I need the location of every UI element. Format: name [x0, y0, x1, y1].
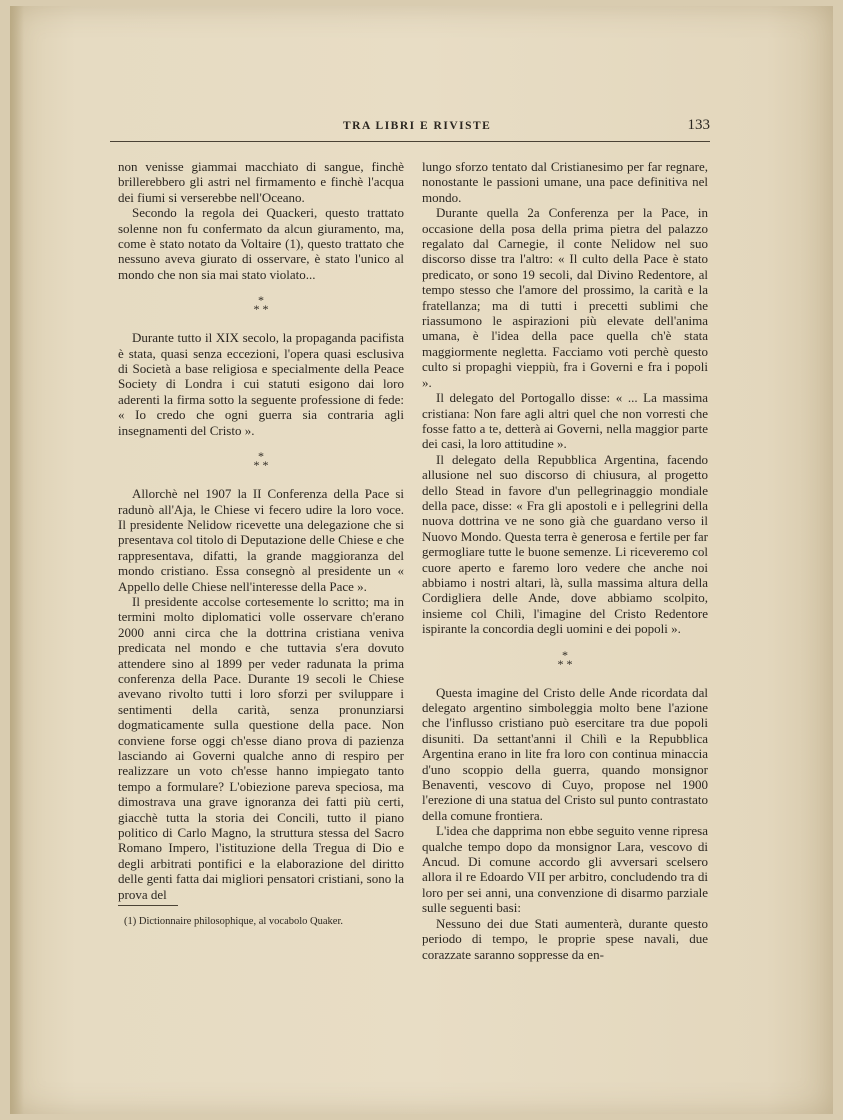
page-spine-shadow — [10, 6, 24, 1114]
paragraph: L'idea che dapprima non ebbe seguito venne ripresa qualche tempo dopo da monsignor Lara, vescovo di Ancud. Di comune accordo gli avversari scelsero allora il re Edoardo VII per arbitro, concludendo tra di loro per sei anni, una convenzione di disarmo parziale sulle seguenti basi: — [422, 823, 708, 916]
footnote-rule — [118, 905, 178, 906]
paragraph: lungo sforzo tentato dal Cristianesimo per far regnare, nonostante le passioni umane, una pace definitiva nel mondo. — [422, 159, 708, 205]
running-title: TRA LIBRI E RIVISTE — [343, 120, 492, 132]
paragraph: Il delegato del Portogallo disse: « ... La massima cristiana: Non fare agli altri quel che non vorresti che fosse fatto a te, detterà ai Governi, nella maggior parte dei casi, la loro attitudine ». — [422, 390, 708, 452]
footnote: (1) Dictionnaire philosophique, al vocabolo Quaker. — [124, 916, 343, 927]
section-divider-stars: * * * — [253, 449, 269, 473]
paragraph: Questa imagine del Cristo delle Ande ricordata dal delegato argentino simboleggia molto bene l'azione che l'influsso cristiano può esercitare tra due popoli disuniti. Da settant'anni il Chilì e la Repubblica Argentina erano in lite fra loro con continua minaccia d'uno scoppio della guerra, quando monsignor Benaventi, vescovo di Cuyo, propose nel 1900 l'erezione di una statua del Cristo sul punto contrastato della comune frontiera. — [422, 684, 708, 823]
page-header — [110, 118, 710, 138]
page-number: 133 — [687, 117, 710, 133]
paragraph: Durante quella 2a Conferenza per la Pace, in occasione della posa della prima pietra del palazzo regalato dal Carnegie, il conte Nelidow nel suo discorso disse tra l'altro: « Il culto della Pace è stato predicato, or sono 19 secoli, dal Divino Redentore, al tempo stesso che l'amore del prossimo, la carità e la fratellanza; ma di tutti i precetti sublimi che riassumono le aspirazioni più elevate dell'anima umana, è l'idea della pace quella ch'è stata maggiormente negletta. Facciamo voti perchè questo culto si propaghi vieppiù, fra i Governi e fra i popoli ». — [422, 205, 708, 390]
paragraph: Durante tutto il XIX secolo, la propaganda pacifista è stata, quasi senza eccezioni, l'opera quasi esclusiva di Società a base religiosa e specialmente della Peace Society di Londra i cui statuti esigono dai loro aderenti la firma sotto la seguente professione di fede: « Io credo che ogni guerra sia contraria agli insegnamenti del Cristo ». — [118, 330, 404, 438]
paragraph: Il presidente accolse cortesemente lo scritto; ma in termini molto diplomatici volle osservare ch'erano 2000 anni circa che la dottrina cristiana veniva predicata nel mondo e che tuttavia s'era dovuto attendere sino al 1899 per veder radunata la prima conferenza della Pace. Durante 19 secoli le Chiese avevano rivolto tutti i loro sforzi per sviluppare i sentimenti della carità, senza pronunziarsi dogmaticamente sulla questione della pace. Non conviene forse oggi ch'esse diano prova di pazienza lasciando ai Governi qualche anno di respiro per realizzare un voto ch'esse hanno impiegato tanto tempo a formulare? L'obiezione pareva speciosa, ma dimostrava una grave ignoranza dei fatti più certi, giacchè tutta la storia dei Concili, tutto il piano politico di Carlo Magno, la struttura stessa del Sacro Romano Impero, l'istituzione della Tregua di Dio e degli arbitrati pontifici e la elaborazione del diritto delle genti fatta dai migliori pensatori cristiani, sono la prova del — [118, 593, 404, 902]
paragraph: Secondo la regola dei Quackeri, questo trattato solenne non fu confermato da alcun giuramento, ma, come è stato notato da Voltaire (1), questo trattato che nessuno aveva giurato di osservare, è stato l'unico al mondo che non sia mai stato violato... — [118, 205, 404, 282]
left-column — [118, 159, 404, 902]
section-divider-stars: * * * — [557, 647, 573, 671]
header-rule — [110, 141, 710, 142]
paragraph: Nessuno dei due Stati aumenterà, durante questo periodo di tempo, le proprie spese navali, due corazzate saranno soppresse da en- — [422, 915, 708, 962]
section-divider-stars: * * * — [253, 293, 269, 317]
paragraph: non venisse giammai macchiato di sangue, finchè brillerebbero gli astri nel firmamento e finchè l'acqua dei fiumi si verserebbe nell'Oceano. — [118, 159, 404, 205]
paragraph: Il delegato della Repubblica Argentina, facendo allusione nel suo discorso di chiusura, al progetto dello Stead in favore d'un pellegrinaggio mondiale della pace, disse: « Fra gli apostoli e i pellegrini della nuova dottrina ve ne sono già che guardano verso il Nuovo Mondo. Questa terra è generosa e fertile per far germogliare tutte le buone semenze. Li riceveremo col cuore aperto e faremo loro vedere che anche noi abbiamo i nostri altari, là, sulla massima altura della Cordigliera delle Ande, dove abbiamo scolpito, insieme col Chilì, l'imagine del Cristo Redentore ispirante la concordia degli uomini e dei popoli ». — [422, 451, 708, 637]
right-column — [422, 159, 708, 962]
paragraph: Allorchè nel 1907 la II Conferenza della Pace si radunò all'Aja, le Chiese vi fecero udire la loro voce. Il presidente Nelidow ricevette una delegazione che si presentava col titolo di Deputazione delle Chiese e che rappresentava, difatti, la grande maggioranza del mondo cristiano. Essa consegnò al presidente un « Appello delle Chiese nell'interesse della Pace ». — [118, 486, 404, 594]
